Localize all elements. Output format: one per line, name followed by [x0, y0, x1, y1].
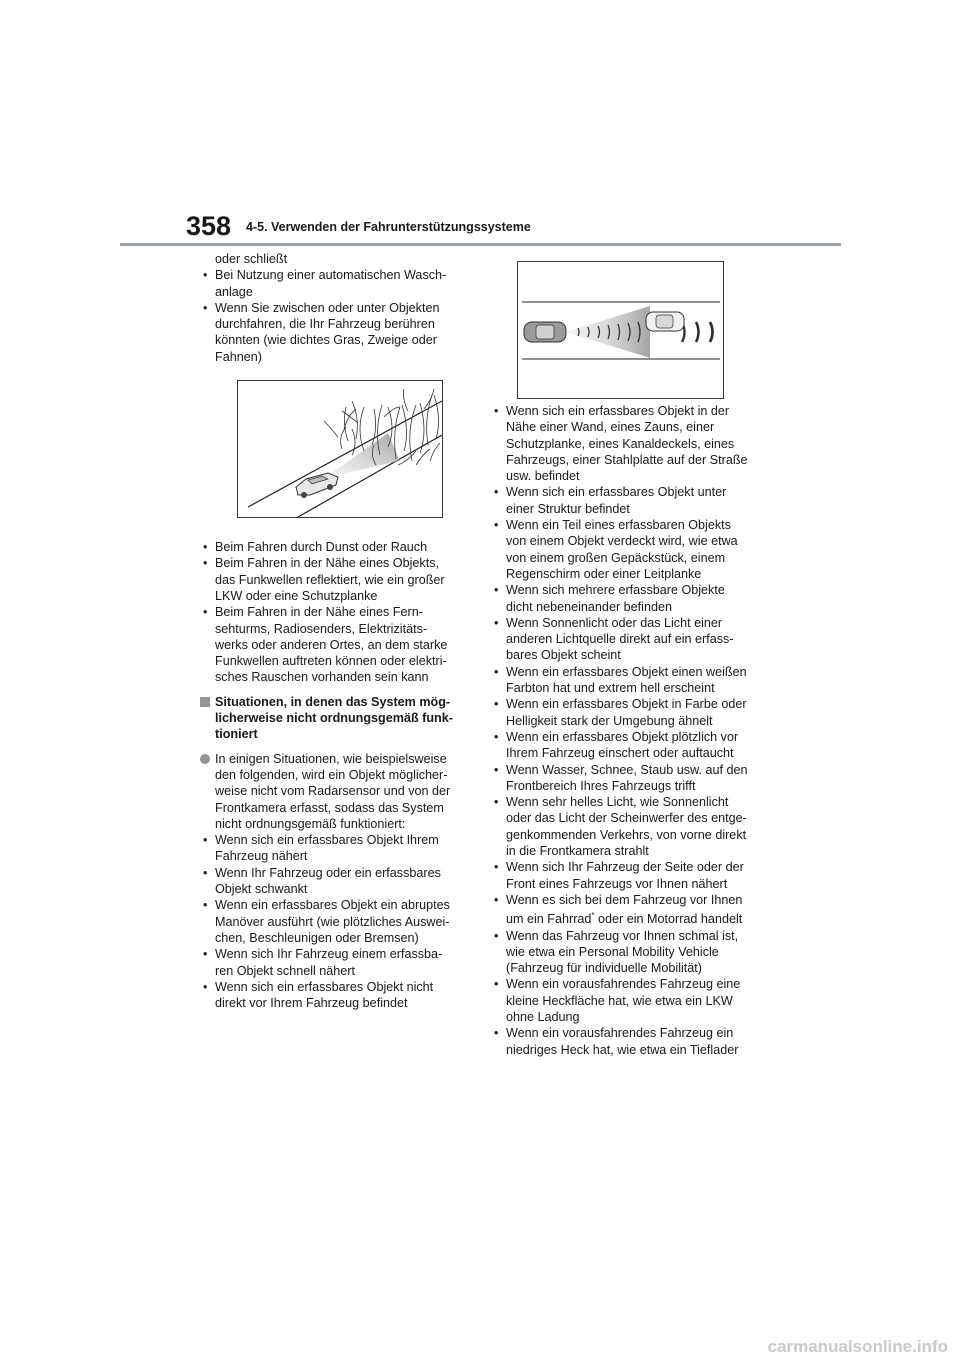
bullet-line: usw. befindet — [506, 469, 580, 484]
bullet-line: kleine Heckfläche hat, wie etwa ein LKW — [506, 993, 733, 1008]
bullet-icon: • — [494, 485, 499, 500]
circle-bullet-icon — [200, 754, 210, 764]
heading-line: licherweise nicht ordnungsgemäß funk- — [215, 711, 453, 726]
list-item — [200, 865, 472, 898]
section-title: 4-5. Verwenden der Fahrunterstützungssysteme — [246, 220, 531, 234]
bullet-line: Frontbereich Ihres Fahrzeugs trifft — [506, 778, 696, 793]
list-item — [200, 300, 472, 365]
bullet-line: anlage — [215, 284, 253, 299]
bullet-icon: • — [494, 892, 499, 907]
intro-line: In einigen Situationen, wie beispielsweise — [215, 751, 447, 766]
bullet-line: Objekt schwankt — [215, 882, 308, 897]
header-rule — [120, 243, 841, 246]
bullet-line: Wenn Sonnenlicht oder das Licht einer — [506, 615, 723, 630]
bullet-icon: • — [494, 795, 499, 810]
bullet-line: einer Struktur befindet — [506, 501, 630, 516]
bullet-line: wie etwa ein Personal Mobility Vehicle — [506, 944, 719, 959]
bullet-line: Manöver ausführt (wie plötzliches Auswei- — [215, 914, 450, 929]
list-item — [491, 976, 757, 1025]
list-item — [200, 897, 472, 946]
list-item — [491, 928, 757, 977]
bullet-icon: • — [203, 300, 208, 315]
bullet-icon: • — [203, 898, 208, 913]
right-column — [491, 403, 757, 1058]
bullet-icon: • — [494, 518, 499, 533]
bullet-line: von einem Objekt verdeckt wird, wie etwa — [506, 534, 738, 549]
bullet-line: Wenn sich ein erfassbares Objekt unter — [506, 485, 727, 500]
list-item — [200, 267, 472, 300]
bullet-icon: • — [203, 268, 208, 283]
intro-line: den folgenden, wird ein Objekt möglicher- — [215, 767, 448, 782]
list-item — [200, 604, 472, 685]
left-column — [200, 251, 472, 1011]
bullet-line: Funkwellen auftreten können oder elektri- — [215, 654, 447, 669]
bullet-line: durchfahren, die Ihr Fahrzeug berühren — [215, 317, 435, 332]
bullet-line: Front eines Fahrzeugs vor Ihnen nähert — [506, 876, 728, 891]
heading-line: tioniert — [215, 727, 258, 742]
bullet-icon: • — [494, 404, 499, 418]
bullet-line: Wenn sehr helles Licht, wie Sonnenlicht — [506, 795, 729, 810]
bullet-line: Wenn ein erfassbares Objekt einen weißen — [506, 664, 747, 679]
continuation-text: oder schließt — [215, 252, 288, 266]
bullet-line: ren Objekt schnell nähert — [215, 963, 356, 978]
watermark-text: carmanualsonline.info — [767, 1337, 948, 1356]
list-item — [200, 979, 472, 1012]
bullet-icon: • — [494, 583, 499, 598]
bullet-line: Wenn es sich bei dem Fahrzeug vor Ihnen — [506, 892, 743, 907]
square-bullet-icon — [200, 697, 210, 707]
bullet-line: Wenn sich ein erfassbares Objekt Ihrem — [215, 833, 439, 848]
bullet-icon: • — [494, 1026, 499, 1041]
road-illustration-graphic — [518, 262, 723, 398]
bullet-line: (Fahrzeug für individuelle Mobilität) — [506, 961, 702, 976]
bullet-line: Fahrzeugs, einer Stahlplatte auf der Straße — [506, 452, 748, 467]
list-item — [491, 794, 757, 859]
bullet-line: niedriges Heck hat, wie etwa ein Tieflader — [506, 1042, 739, 1057]
intro-line: Frontkamera erfasst, sodass das System — [215, 800, 444, 815]
bullet-list — [491, 928, 757, 1058]
bullet-line: oder das Licht der Scheinwerfer des entge- — [506, 811, 747, 826]
lead-vehicle-icon — [646, 312, 684, 331]
bullet-line: ohne Ladung — [506, 1009, 580, 1024]
bullet-line: dicht nebeneinander befinden — [506, 599, 672, 614]
list-item — [491, 1025, 757, 1058]
bullet-line: Beim Fahren in der Nähe eines Objekts, — [215, 556, 440, 571]
bullet-icon: • — [494, 615, 499, 630]
intro-paragraph — [200, 751, 472, 832]
bullet-line: werks oder anderen Ortes, an dem starke — [215, 637, 448, 652]
bullet-line: chen, Beschleunigen oder Bremsen) — [215, 930, 419, 945]
footnote-mark: * — [591, 911, 595, 921]
bullet-icon: • — [203, 947, 208, 962]
bullet-list — [200, 832, 472, 1011]
bullet-line: Wenn das Fahrzeug vor Ihnen schmal ist, — [506, 928, 739, 943]
bullet-line: das Funkwellen reflektiert, wie ein großer — [215, 572, 445, 587]
list-item — [491, 696, 757, 729]
bullet-icon: • — [203, 556, 208, 571]
bullet-line: Farbton hat und extrem hell erscheint — [506, 681, 715, 696]
list-item — [491, 517, 757, 582]
list-item — [200, 539, 472, 555]
bullet-line: Helligkeit stark der Umgebung ähnelt — [506, 713, 713, 728]
bullet-line — [506, 911, 757, 927]
bullet-icon: • — [494, 977, 499, 992]
bullet-line: Fahnen) — [215, 349, 262, 364]
bullet-line: Wenn Sie zwischen oder unter Objekten — [215, 300, 440, 315]
list-item — [491, 615, 757, 664]
bullet-list — [200, 267, 472, 365]
grass-illustration-graphic — [238, 381, 442, 517]
bullet-text: um ein Fahrrad — [506, 912, 592, 927]
bullet-list — [491, 403, 757, 892]
list-item — [491, 859, 757, 892]
intro-line: weise nicht vom Radarsensor und von der — [215, 784, 451, 799]
bullet-line: anderen Lichtquelle direkt auf ein erfass- — [506, 632, 734, 647]
list-item — [491, 484, 757, 517]
bullet-icon: • — [494, 928, 499, 943]
list-item — [200, 832, 472, 865]
list-item — [491, 403, 757, 484]
list-item — [491, 892, 757, 928]
bullet-list — [200, 539, 472, 686]
bullet-icon: • — [203, 979, 208, 994]
bullet-line: Wenn ein erfassbares Objekt ein abruptes — [215, 898, 450, 913]
own-car-icon — [524, 322, 566, 342]
bullet-line: bares Objekt scheint — [506, 648, 621, 663]
bullet-line: Bei Nutzung einer automatischen Wasch- — [215, 268, 447, 283]
heading-line: Situationen, in denen das System mög- — [215, 694, 451, 709]
list-item — [200, 555, 472, 604]
bullet-line: Fahrzeug nähert — [215, 849, 308, 864]
list-item — [491, 582, 757, 615]
bullet-line: Wenn sich Ihr Fahrzeug der Seite oder der — [506, 860, 744, 875]
bullet-icon: • — [494, 762, 499, 777]
bullet-line: Schutzplanke, eines Kanaldeckels, eines — [506, 436, 735, 451]
bullet-icon: • — [203, 833, 208, 848]
bullet-line: Wenn sich Ihr Fahrzeug einem erfassba- — [215, 947, 443, 962]
bullet-icon: • — [494, 860, 499, 875]
bullet-line: Regenschirm oder einer Leitplanke — [506, 566, 702, 581]
bullet-line: Nähe einer Wand, eines Zauns, einer — [506, 420, 715, 435]
bullet-line: Beim Fahren durch Dunst oder Rauch — [215, 540, 428, 555]
bullet-line: sches Rauschen vorhanden sein kann — [215, 670, 429, 685]
illustration-road — [517, 261, 724, 399]
illustration-grass — [237, 380, 443, 518]
bullet-line: von einem großen Gepäckstück, einem — [506, 550, 726, 565]
bullet-line: Wenn Wasser, Schnee, Staub usw. auf den — [506, 762, 748, 777]
bullet-icon: • — [203, 865, 208, 880]
bullet-line: genkommenden Verkehrs, von vorne direkt — [506, 827, 747, 842]
bullet-line: sehturms, Radiosenders, Elektrizitäts- — [215, 621, 428, 636]
list-item — [491, 762, 757, 795]
bullet-line: Wenn sich mehrere erfassbare Objekte — [506, 583, 725, 598]
bullet-icon: • — [494, 664, 499, 679]
list-item — [200, 946, 472, 979]
section-heading — [200, 694, 472, 743]
bullet-line: in die Frontkamera strahlt — [506, 844, 649, 859]
bullet-icon: • — [494, 697, 499, 712]
bullet-icon: • — [494, 729, 499, 744]
bullet-line: Ihrem Fahrzeug einschert oder auftaucht — [506, 746, 734, 761]
bullet-line: Wenn Ihr Fahrzeug oder ein erfassbares — [215, 865, 441, 880]
bullet-line: Beim Fahren in der Nähe eines Fern- — [215, 605, 423, 620]
bullet-line: Wenn sich ein erfassbares Objekt in der — [506, 404, 730, 418]
bullet-line: LKW oder eine Schutzplanke — [215, 588, 378, 603]
bullet-line: könnten (wie dichtes Gras, Zweige oder — [215, 333, 437, 348]
bullet-text: oder ein Motorrad handelt — [594, 912, 743, 927]
list-item — [491, 729, 757, 762]
bullet-icon: • — [203, 540, 208, 555]
bullet-icon: • — [203, 605, 208, 620]
bullet-line: Wenn ein Teil eines erfassbaren Objekts — [506, 518, 731, 533]
bullet-line: direkt vor Ihrem Fahrzeug befindet — [215, 996, 408, 1011]
bullet-line: Wenn ein vorausfahrendes Fahrzeug ein — [506, 1026, 734, 1041]
list-item — [491, 664, 757, 697]
bullet-line: Wenn sich ein erfassbares Objekt nicht — [215, 979, 434, 994]
intro-line: nicht ordnungsgemäß funktioniert: — [215, 816, 406, 831]
bullet-line: Wenn ein vorausfahrendes Fahrzeug eine — [506, 977, 741, 992]
bullet-line: Wenn ein erfassbares Objekt plötzlich vor — [506, 729, 739, 744]
page-number: 358 — [186, 211, 232, 241]
bullet-line: Wenn ein erfassbares Objekt in Farbe oder — [506, 697, 747, 712]
